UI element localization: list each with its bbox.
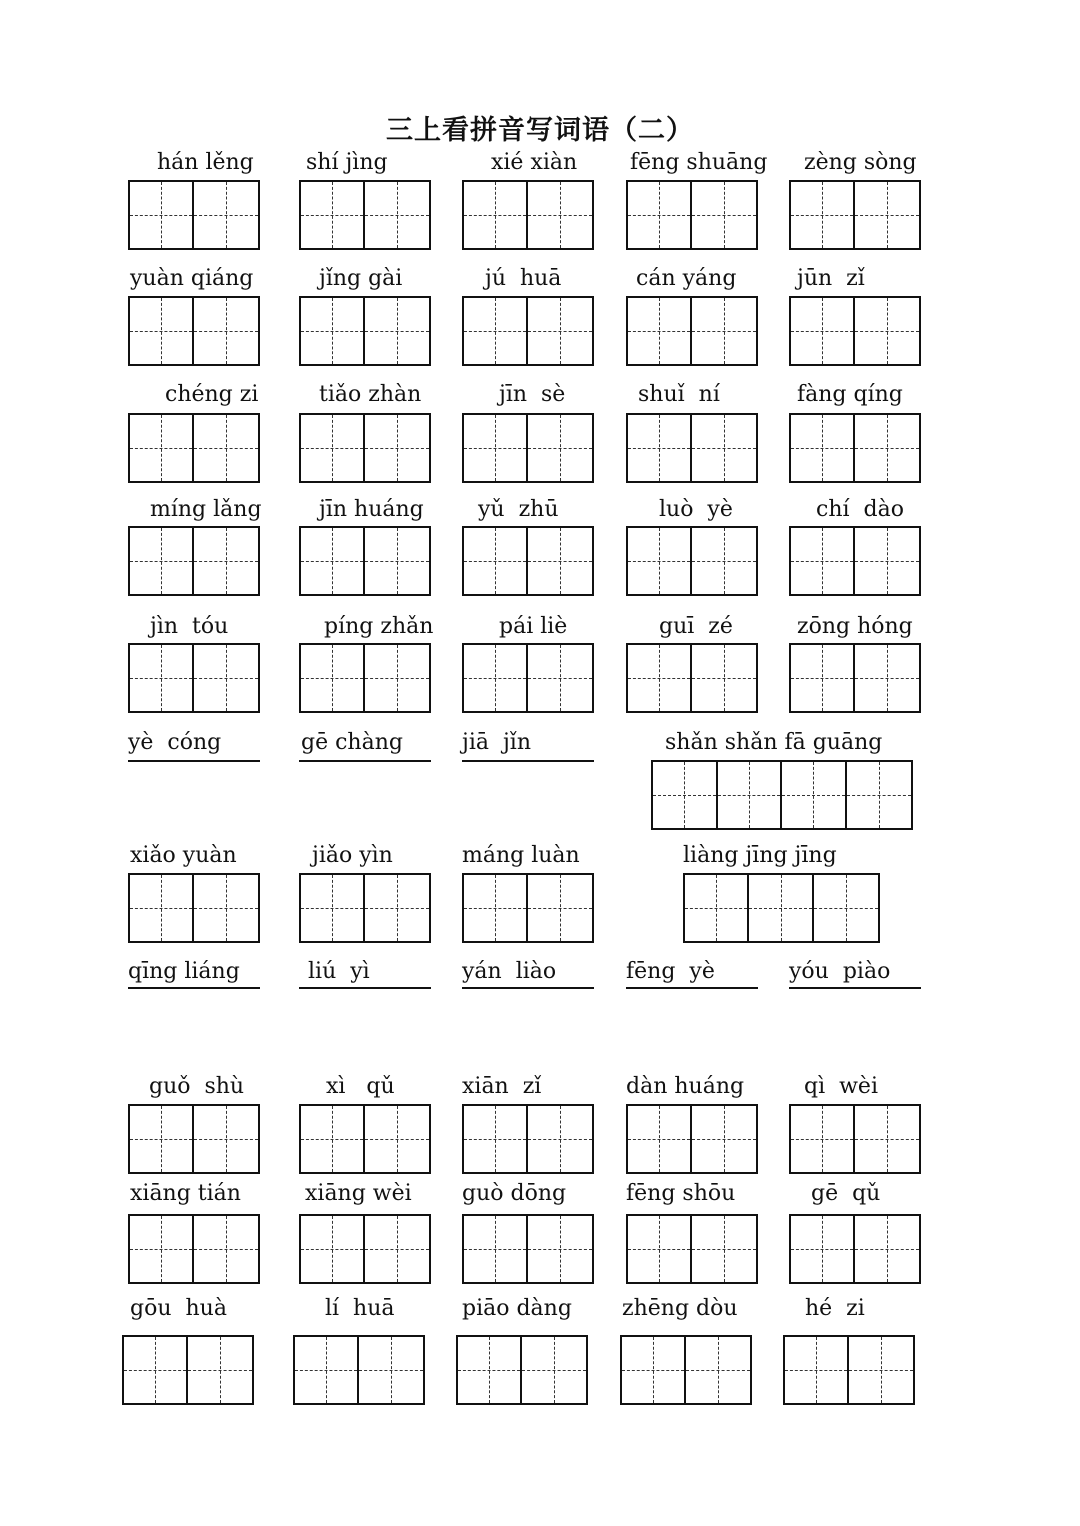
answer-underline[interactable] [462, 987, 594, 989]
character-box[interactable] [855, 298, 919, 364]
guide-line-horizontal [365, 908, 429, 909]
character-box[interactable] [464, 528, 528, 594]
guide-line-horizontal [365, 561, 429, 562]
character-box[interactable] [301, 182, 365, 248]
character-box[interactable] [194, 645, 258, 711]
writing-grid[interactable] [299, 643, 431, 713]
guide-line-horizontal [130, 908, 192, 909]
pinyin-label: dàn huáng [626, 1074, 745, 1099]
guide-line-horizontal [365, 215, 429, 216]
guide-line-horizontal [855, 1249, 919, 1250]
writing-grid[interactable] [626, 526, 758, 596]
character-box[interactable] [365, 528, 429, 594]
writing-grid[interactable] [128, 873, 260, 943]
character-box[interactable] [464, 182, 528, 248]
character-box[interactable] [692, 528, 756, 594]
guide-line-horizontal [301, 448, 363, 449]
writing-grid[interactable] [462, 643, 594, 713]
character-box[interactable] [130, 528, 194, 594]
character-box[interactable] [628, 415, 692, 481]
guide-line-horizontal [692, 215, 756, 216]
guide-line-horizontal [130, 331, 192, 332]
pinyin-label: yóu piào [789, 959, 891, 984]
character-box[interactable] [194, 528, 258, 594]
character-box[interactable] [791, 645, 855, 711]
guide-line-horizontal [692, 1249, 756, 1250]
guide-line-horizontal [791, 331, 853, 332]
guide-line-horizontal [194, 908, 258, 909]
writing-grid[interactable] [299, 1104, 431, 1174]
character-box[interactable] [464, 1216, 528, 1282]
answer-underline[interactable] [626, 987, 758, 989]
guide-line-horizontal [359, 1370, 423, 1371]
guide-line-horizontal [653, 795, 716, 796]
character-box[interactable] [365, 875, 429, 941]
writing-grid[interactable] [456, 1335, 588, 1405]
character-box[interactable] [528, 1216, 592, 1282]
page-title: 三上看拼音写词语（二） [386, 115, 694, 146]
character-box[interactable] [791, 528, 855, 594]
guide-line-horizontal [855, 215, 919, 216]
pinyin-label: cán yáng [636, 266, 737, 291]
character-box[interactable] [628, 1216, 692, 1282]
character-box[interactable] [194, 875, 258, 941]
pinyin-label: piāo dàng [462, 1296, 572, 1321]
writing-grid[interactable] [620, 1335, 752, 1405]
guide-line-horizontal [464, 908, 526, 909]
pinyin-label: fēng shōu [626, 1181, 736, 1206]
pinyin-label: jǐng gài [319, 266, 403, 291]
character-box[interactable] [528, 298, 592, 364]
pinyin-label: fēng shuāng [630, 150, 768, 175]
writing-grid[interactable] [626, 1104, 758, 1174]
character-box[interactable] [194, 415, 258, 481]
answer-underline[interactable] [789, 987, 921, 989]
character-box[interactable] [622, 1337, 686, 1403]
pinyin-label: fēng yè [626, 959, 715, 984]
pinyin-label: guǒ shù [142, 1074, 245, 1099]
writing-grid[interactable] [299, 180, 431, 250]
guide-line-horizontal [528, 331, 592, 332]
pinyin-label: guò dōng [462, 1181, 567, 1206]
writing-grid[interactable] [128, 296, 260, 366]
character-box[interactable] [692, 415, 756, 481]
guide-line-horizontal [194, 448, 258, 449]
character-box[interactable] [791, 415, 855, 481]
guide-line-horizontal [464, 678, 526, 679]
pinyin-label: jiǎo yìn [305, 843, 393, 868]
character-box[interactable] [791, 298, 855, 364]
character-box[interactable] [628, 528, 692, 594]
character-box[interactable] [301, 645, 365, 711]
character-box[interactable] [692, 182, 756, 248]
answer-underline[interactable] [299, 760, 431, 762]
writing-grid[interactable] [299, 873, 431, 943]
pinyin-label: yǔ zhū [478, 497, 559, 522]
character-box[interactable] [194, 182, 258, 248]
pinyin-label: hé zi [791, 1296, 865, 1321]
writing-grid[interactable] [626, 180, 758, 250]
writing-grid[interactable] [789, 1214, 921, 1284]
character-box[interactable] [522, 1337, 586, 1403]
writing-grid[interactable] [462, 413, 594, 483]
guide-line-horizontal [194, 1249, 258, 1250]
character-box[interactable] [464, 645, 528, 711]
guide-line-horizontal [365, 678, 429, 679]
pinyin-label: hán lěng [150, 150, 254, 175]
guide-line-horizontal [464, 1139, 526, 1140]
writing-grid[interactable] [626, 413, 758, 483]
character-box[interactable] [653, 762, 718, 828]
character-box[interactable] [301, 1216, 365, 1282]
pinyin-label: yè cóng [128, 730, 222, 755]
guide-line-horizontal [522, 1370, 586, 1371]
answer-underline[interactable] [299, 987, 431, 989]
character-box[interactable] [194, 1106, 258, 1172]
guide-line-horizontal [855, 331, 919, 332]
character-box[interactable] [855, 182, 919, 248]
character-box[interactable] [528, 415, 592, 481]
writing-grid[interactable] [789, 180, 921, 250]
guide-line-horizontal [194, 561, 258, 562]
pinyin-label: jiā jǐn [462, 730, 531, 755]
writing-grid[interactable] [462, 180, 594, 250]
guide-line-horizontal [628, 331, 690, 332]
character-box[interactable] [295, 1337, 359, 1403]
character-box[interactable] [855, 1106, 919, 1172]
guide-line-horizontal [301, 908, 363, 909]
writing-grid[interactable] [789, 643, 921, 713]
pinyin-label: xiǎo yuàn [130, 843, 237, 868]
guide-line-horizontal [692, 678, 756, 679]
character-box[interactable] [301, 875, 365, 941]
character-box[interactable] [685, 875, 749, 941]
character-box[interactable] [188, 1337, 252, 1403]
writing-grid[interactable] [626, 1214, 758, 1284]
guide-line-horizontal [628, 678, 690, 679]
character-box[interactable] [130, 1106, 194, 1172]
pinyin-label: lí huā [311, 1296, 395, 1321]
answer-underline[interactable] [128, 987, 260, 989]
guide-line-horizontal [855, 561, 919, 562]
character-box[interactable] [365, 645, 429, 711]
guide-line-horizontal [194, 215, 258, 216]
guide-line-horizontal [814, 908, 878, 909]
writing-grid[interactable] [299, 526, 431, 596]
character-box[interactable] [692, 1216, 756, 1282]
writing-grid[interactable] [462, 1104, 594, 1174]
character-box[interactable] [855, 645, 919, 711]
writing-grid[interactable] [683, 873, 880, 943]
character-box[interactable] [692, 645, 756, 711]
guide-line-horizontal [791, 215, 853, 216]
character-box[interactable] [194, 298, 258, 364]
pinyin-label: chí dào [809, 497, 904, 522]
pinyin-label: zōng hóng [797, 614, 913, 639]
guide-line-horizontal [301, 678, 363, 679]
character-box[interactable] [528, 182, 592, 248]
character-box[interactable] [849, 1337, 913, 1403]
pinyin-label: tiǎo zhàn [319, 382, 422, 407]
character-box[interactable] [464, 415, 528, 481]
guide-line-horizontal [464, 561, 526, 562]
pinyin-label: xiāng wèi [305, 1181, 412, 1206]
character-box[interactable] [855, 528, 919, 594]
guide-line-horizontal [458, 1370, 520, 1371]
writing-grid[interactable] [299, 1214, 431, 1284]
pinyin-label: shuǐ ní [638, 382, 720, 407]
character-box[interactable] [130, 645, 194, 711]
guide-line-horizontal [791, 1249, 853, 1250]
guide-line-horizontal [628, 215, 690, 216]
guide-line-horizontal [718, 795, 781, 796]
character-box[interactable] [814, 875, 878, 941]
guide-line-horizontal [847, 795, 911, 796]
guide-line-horizontal [528, 1249, 592, 1250]
guide-line-horizontal [785, 1370, 847, 1371]
guide-line-horizontal [464, 215, 526, 216]
character-box[interactable] [847, 762, 911, 828]
guide-line-horizontal [791, 448, 853, 449]
pinyin-label: luò yè [652, 497, 733, 522]
pinyin-label: chéng zi [158, 382, 259, 407]
character-box[interactable] [785, 1337, 849, 1403]
character-box[interactable] [365, 1216, 429, 1282]
writing-grid[interactable] [128, 526, 260, 596]
guide-line-horizontal [692, 561, 756, 562]
character-box[interactable] [628, 182, 692, 248]
pinyin-label: zhēng dòu [622, 1296, 738, 1321]
pinyin-label: shí jìng [299, 150, 388, 175]
character-box[interactable] [130, 298, 194, 364]
guide-line-horizontal [791, 561, 853, 562]
character-box[interactable] [365, 182, 429, 248]
guide-line-horizontal [528, 215, 592, 216]
guide-line-horizontal [130, 215, 192, 216]
character-box[interactable] [130, 875, 194, 941]
character-box[interactable] [692, 1106, 756, 1172]
writing-grid[interactable] [293, 1335, 425, 1405]
pinyin-label: míng lǎng [143, 497, 262, 522]
writing-grid[interactable] [462, 526, 594, 596]
character-box[interactable] [464, 875, 528, 941]
guide-line-horizontal [855, 448, 919, 449]
guide-line-horizontal [849, 1370, 913, 1371]
guide-line-horizontal [194, 1139, 258, 1140]
guide-line-horizontal [130, 561, 192, 562]
character-box[interactable] [130, 415, 194, 481]
pinyin-label: jú huā [478, 266, 562, 291]
character-box[interactable] [692, 298, 756, 364]
pinyin-label: yuàn qiáng [130, 266, 254, 291]
character-box[interactable] [791, 1216, 855, 1282]
guide-line-horizontal [130, 1139, 192, 1140]
guide-line-horizontal [130, 1249, 192, 1250]
guide-line-horizontal [686, 1370, 750, 1371]
guide-line-horizontal [628, 1249, 690, 1250]
writing-grid[interactable] [789, 413, 921, 483]
guide-line-horizontal [692, 1139, 756, 1140]
character-box[interactable] [855, 1216, 919, 1282]
character-box[interactable] [194, 1216, 258, 1282]
pinyin-label: qīng liáng [128, 959, 240, 984]
writing-grid[interactable] [462, 873, 594, 943]
writing-grid[interactable] [122, 1335, 254, 1405]
character-box[interactable] [528, 528, 592, 594]
pinyin-label: liú yì [301, 959, 370, 984]
character-box[interactable] [528, 1106, 592, 1172]
character-box[interactable] [365, 298, 429, 364]
character-box[interactable] [359, 1337, 423, 1403]
pinyin-label: jīn huáng [319, 497, 424, 522]
pinyin-label: guī zé [652, 614, 733, 639]
writing-grid[interactable] [128, 180, 260, 250]
guide-line-horizontal [528, 678, 592, 679]
guide-line-horizontal [301, 1249, 363, 1250]
guide-line-horizontal [528, 1139, 592, 1140]
guide-line-horizontal [692, 448, 756, 449]
pinyin-label: xié xiàn [484, 150, 578, 175]
character-box[interactable] [782, 762, 847, 828]
character-box[interactable] [464, 1106, 528, 1172]
writing-grid[interactable] [651, 760, 913, 830]
character-box[interactable] [791, 1106, 855, 1172]
guide-line-horizontal [628, 1139, 690, 1140]
pinyin-label: jīn sè [492, 382, 566, 407]
writing-grid[interactable] [789, 1104, 921, 1174]
guide-line-horizontal [685, 908, 747, 909]
pinyin-label: xiāng tián [130, 1181, 241, 1206]
guide-line-horizontal [295, 1370, 357, 1371]
guide-line-horizontal [855, 1139, 919, 1140]
writing-grid[interactable] [299, 296, 431, 366]
guide-line-horizontal [301, 215, 363, 216]
character-box[interactable] [686, 1337, 750, 1403]
character-box[interactable] [528, 645, 592, 711]
guide-line-horizontal [130, 678, 192, 679]
character-box[interactable] [365, 1106, 429, 1172]
guide-line-horizontal [628, 561, 690, 562]
guide-line-horizontal [791, 678, 853, 679]
character-box[interactable] [365, 415, 429, 481]
character-box[interactable] [749, 875, 813, 941]
guide-line-horizontal [194, 331, 258, 332]
character-box[interactable] [301, 1106, 365, 1172]
character-box[interactable] [458, 1337, 522, 1403]
character-box[interactable] [791, 182, 855, 248]
writing-grid[interactable] [128, 1214, 260, 1284]
guide-line-horizontal [301, 561, 363, 562]
pinyin-label: gē qǔ [797, 1181, 881, 1206]
pinyin-label: liàng jīng jīng [683, 843, 837, 868]
pinyin-label: píng zhǎn [317, 614, 434, 639]
guide-line-horizontal [791, 1139, 853, 1140]
guide-line-horizontal [464, 331, 526, 332]
guide-line-horizontal [528, 908, 592, 909]
writing-grid[interactable] [783, 1335, 915, 1405]
character-box[interactable] [464, 298, 528, 364]
guide-line-horizontal [124, 1370, 186, 1371]
guide-line-horizontal [301, 331, 363, 332]
pinyin-label: gōu huà [130, 1296, 227, 1321]
guide-line-horizontal [194, 678, 258, 679]
character-box[interactable] [628, 298, 692, 364]
guide-line-horizontal [628, 448, 690, 449]
character-box[interactable] [628, 645, 692, 711]
pinyin-label: yán liào [462, 959, 557, 984]
character-box[interactable] [301, 528, 365, 594]
character-box[interactable] [130, 1216, 194, 1282]
writing-grid[interactable] [128, 413, 260, 483]
character-box[interactable] [301, 298, 365, 364]
answer-underline[interactable] [462, 760, 594, 762]
pinyin-label: zèng sòng [804, 150, 917, 175]
guide-line-horizontal [749, 908, 811, 909]
answer-underline[interactable] [128, 760, 260, 762]
character-box[interactable] [124, 1337, 188, 1403]
guide-line-horizontal [130, 448, 192, 449]
writing-grid[interactable] [626, 643, 758, 713]
character-box[interactable] [301, 415, 365, 481]
pinyin-label: jūn zǐ [797, 266, 865, 291]
character-box[interactable] [528, 875, 592, 941]
pinyin-label: gē chàng [301, 730, 403, 755]
pinyin-label: shǎn shǎn fā guāng [665, 730, 883, 755]
writing-grid[interactable] [462, 296, 594, 366]
guide-line-horizontal [464, 1249, 526, 1250]
guide-line-horizontal [528, 561, 592, 562]
guide-line-horizontal [365, 331, 429, 332]
character-box[interactable] [130, 182, 194, 248]
pinyin-label: pái liè [492, 614, 568, 639]
guide-line-horizontal [692, 331, 756, 332]
guide-line-horizontal [188, 1370, 252, 1371]
pinyin-label: jìn tóu [143, 614, 229, 639]
writing-grid[interactable] [462, 1214, 594, 1284]
writing-grid[interactable] [128, 643, 260, 713]
pinyin-label: máng luàn [462, 843, 580, 868]
guide-line-horizontal [365, 1139, 429, 1140]
writing-grid[interactable] [789, 526, 921, 596]
pinyin-label: fàng qíng [797, 382, 903, 407]
character-box[interactable] [718, 762, 783, 828]
guide-line-horizontal [464, 448, 526, 449]
character-box[interactable] [628, 1106, 692, 1172]
guide-line-horizontal [365, 1249, 429, 1250]
guide-line-horizontal [855, 678, 919, 679]
pinyin-label: xiān zǐ [462, 1074, 542, 1099]
writing-grid[interactable] [789, 296, 921, 366]
guide-line-horizontal [301, 1139, 363, 1140]
pinyin-label: qì wèi [797, 1074, 878, 1099]
pinyin-label: xì qǔ [319, 1074, 395, 1099]
guide-line-horizontal [782, 795, 845, 796]
writing-grid[interactable] [128, 1104, 260, 1174]
guide-line-horizontal [528, 448, 592, 449]
writing-grid[interactable] [626, 296, 758, 366]
guide-line-horizontal [622, 1370, 684, 1371]
guide-line-horizontal [365, 448, 429, 449]
character-box[interactable] [855, 415, 919, 481]
writing-grid[interactable] [299, 413, 431, 483]
